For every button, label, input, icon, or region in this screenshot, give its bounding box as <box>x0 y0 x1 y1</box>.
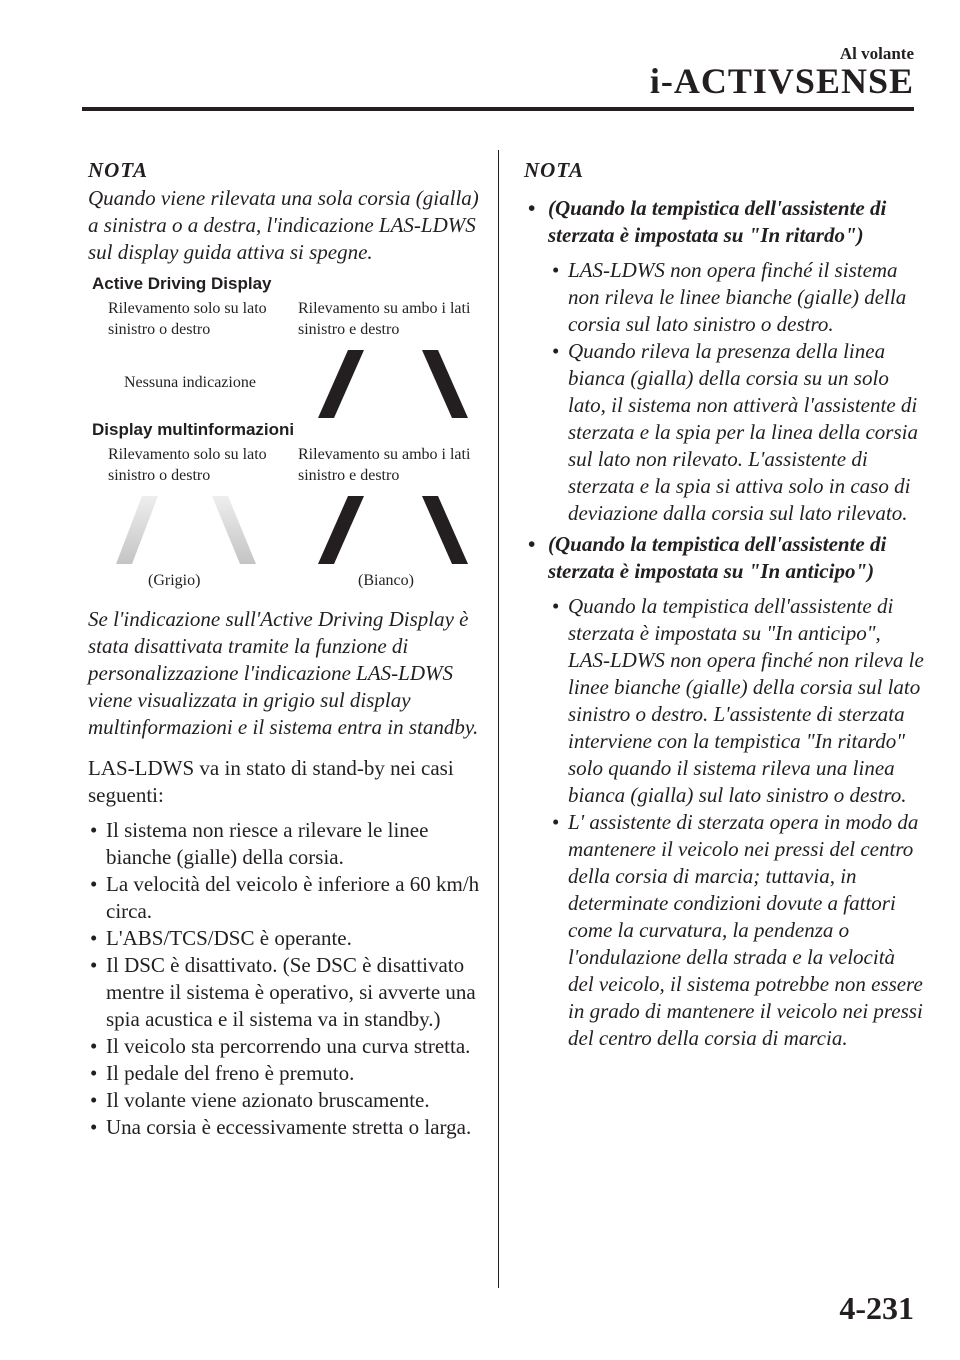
lane-mark-left <box>318 350 364 418</box>
standby-intro: LAS-LDWS va in stato di stand-by nei casi seguenti: <box>88 756 454 807</box>
running-header-section: Al volante <box>839 44 914 63</box>
list-item: • Il sistema non riesce a rilevare le linee bianche (gialle) della corsia. <box>90 818 429 869</box>
note-text-2: Se l'indicazione sull'Active Driving Display è stata disattivata tramite la funzione di personalizzazione l'indicazione LAS-LDWS viene visualizzata in grigio sul display multinformazioni e il sistema entra in standby. <box>88 607 479 739</box>
indicator-figure <box>88 274 480 604</box>
right-column <box>524 158 924 1052</box>
group-list-late <box>524 257 924 527</box>
list-item: • L'ABS/TCS/DSC è operante. <box>90 926 352 950</box>
caption-white: (Bianco) <box>358 572 414 589</box>
list-item: • Il pedale del freno è premuto. <box>90 1061 355 1085</box>
list-item: • Una corsia è eccessivamente stretta o larga. <box>90 1115 472 1139</box>
note-text: Quando viene rilevata una sola corsia (gialla) a sinistra o a destra, l'indicazione LAS-LDWS sul display guida attiva si spegne. <box>88 186 479 264</box>
group-heading-late: • (Quando la tempistica dell'assistente di sterzata è impostata su "In ritardo") <box>528 196 887 247</box>
note-label-right: NOTA <box>524 158 585 182</box>
caption-no-indication: Nessuna indicazione <box>124 374 256 391</box>
group-heading-early: • (Quando la tempistica dell'assistente di sterzata è impostata su "In anticipo") <box>528 532 887 583</box>
running-header-chapter: i-ACTIVSENSE <box>649 61 914 101</box>
caption-grey: (Grigio) <box>148 572 201 589</box>
page-number: 4-231 <box>839 1290 914 1326</box>
column-divider <box>498 150 499 1288</box>
standby-list <box>88 817 480 1141</box>
left-column <box>88 158 480 1141</box>
list-item: • Quando la tempistica dell'assistente di sterzata è impostata su "In anticipo", LAS-LDWS non opera finché non rileva le linee bianche (gialle) della corsia sul lato sinistro o destro. L'assistente di sterzata interviene con la tempistica "In ritardo" solo quando il sistema rileva una linea bianca (gialla) sul lato sinistro o destro. <box>552 594 924 807</box>
header-rule <box>82 107 914 111</box>
lane-mark-right <box>422 350 468 418</box>
lane-marks-grey <box>116 496 256 566</box>
lane-mark-right-black <box>422 496 468 564</box>
list-item: • Il DSC è disattivato. (Se DSC è disattivato mentre il sistema è operativo, si avverte una spia acustica e il sistema va in standby.) <box>90 953 476 1031</box>
caption-multi-one-side: Rilevamento solo su lato sinistro o destro <box>108 446 267 484</box>
lane-marks-white <box>318 496 468 566</box>
lane-mark-right-grey <box>212 496 256 564</box>
group-list-early <box>524 593 924 1052</box>
list-item: • L' assistente di sterzata opera in modo da mantenere il veicolo nei pressi del centro della corsia di marcia; tuttavia, in determinate condizioni dovute a fattori come la curvatura, la pendenza o l'ondulazione della strada e la velocità del veicolo, il sistema potrebbe non essere in grado di mantenere il veicolo nei pressi del centro della corsia di marcia. <box>552 810 923 1050</box>
list-item: • Il volante viene azionato bruscamente. <box>90 1088 430 1112</box>
lane-mark-left-grey <box>116 496 158 564</box>
figure-title-active-driving-display: Active Driving Display <box>92 274 272 293</box>
list-item: • La velocità del veicolo è inferiore a 60 km/h circa. <box>90 872 480 923</box>
lane-mark-left-black <box>318 496 364 564</box>
note-label: NOTA <box>88 158 149 182</box>
lane-marks-active-black <box>318 350 468 420</box>
caption-multi-both-sides: Rilevamento su ambo i lati sinistro e destro <box>298 446 471 484</box>
list-item: • Il veicolo sta percorrendo una curva stretta. <box>90 1034 471 1058</box>
caption-active-one-side: Rilevamento solo su lato sinistro o destro <box>108 300 267 338</box>
list-item: • Quando rileva la presenza della linea bianca (gialla) della corsia su un solo lato, il sistema non attiverà l'assistente di sterzata e la spia per la linea della corsia sul lato non rilevato. L'assistente di sterzata e la spia si attiva solo in caso di deviazione dalla corsia sul lato rilevato. <box>552 339 918 525</box>
caption-active-both-sides: Rilevamento su ambo i lati sinistro e destro <box>298 300 471 338</box>
list-item: • LAS-LDWS non opera finché il sistema non rileva le linee bianche (gialle) della corsia sul lato sinistro o destro. <box>552 258 907 336</box>
figure-title-multi-display: Display multinformazioni <box>92 420 295 439</box>
